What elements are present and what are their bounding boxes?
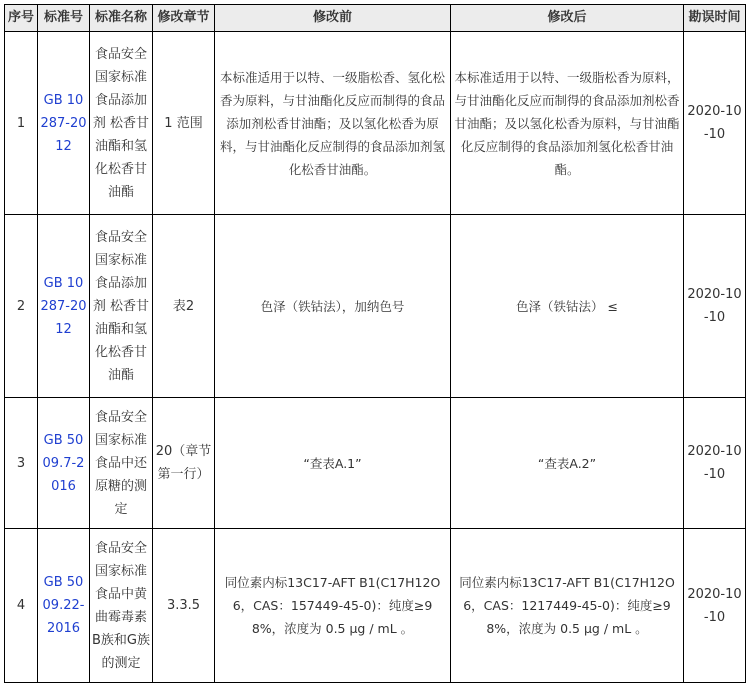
standard-name: 食品安全国家标准 食品中还原糖的测定 <box>90 398 153 529</box>
after-text: 色泽（铁钴法） ≤ <box>451 215 684 398</box>
header-no: 序号 <box>5 5 38 32</box>
errata-date: 2020-10-10 <box>684 215 746 398</box>
errata-date: 2020-10-10 <box>684 32 746 215</box>
before-text: 同位素内标13C17-AFT B1(C17H12O6，CAS：157449-45-0)：纯度≥98%，浓度为 0.5 μg / mL 。 <box>215 529 451 683</box>
standard-link[interactable]: GB 10287-2012 <box>40 275 87 337</box>
header-after: 修改后 <box>451 5 684 32</box>
before-text: 色泽（铁钴法），加纳色号 <box>215 215 451 398</box>
standard-name: 食品安全国家标准 食品添加剂 松香甘油酯和氢化松香甘油酯 <box>90 215 153 398</box>
header-row <box>5 5 746 32</box>
table-row <box>5 529 746 683</box>
table-row <box>5 32 746 215</box>
before-text: “查表A.1” <box>215 398 451 529</box>
standard-cell <box>38 529 90 683</box>
header-section: 修改章节 <box>153 5 215 32</box>
errata-table <box>4 4 746 683</box>
standard-cell <box>38 215 90 398</box>
before-text: 本标准适用于以特、一级脂松香、氢化松香为原料，与甘油酯化反应而制得的食品添加剂松香甘油酯；及以氢化松香为原料，与甘油酯化反应制得的食品添加剂氢化松香甘油酯。 <box>215 32 451 215</box>
after-text: 本标准适用于以特、一级脂松香为原料，与甘油酯化反应而制得的食品添加剂松香甘油酯；及以氢化松香为原料，与甘油酯化反应制得的食品添加剂氢化松香甘油酯。 <box>451 32 684 215</box>
header-before: 修改前 <box>215 5 451 32</box>
standard-name: 食品安全国家标准 食品添加剂 松香甘油酯和氢化松香甘油酯 <box>90 32 153 215</box>
standard-link[interactable]: GB 10287-2012 <box>40 92 87 154</box>
standard-link[interactable]: GB 5009.22-2016 <box>42 575 85 636</box>
after-text: 同位素内标13C17-AFT B1(C17H12O6，CAS：1217449-45-0)：纯度≥98%，浓度为 0.5 μg / mL 。 <box>451 529 684 683</box>
standard-cell <box>38 398 90 529</box>
standard-name: 食品安全国家标准 食品中黄曲霉毒素B族和G族的测定 <box>90 529 153 683</box>
standard-cell <box>38 32 90 215</box>
table-row <box>5 215 746 398</box>
errata-date: 2020-10-10 <box>684 529 746 683</box>
section-cell: 20（章节第一行） <box>153 398 215 529</box>
section-cell: 3.3.5 <box>153 529 215 683</box>
row-number: 1 <box>5 32 38 215</box>
header-date: 勘误时间 <box>684 5 746 32</box>
table-row <box>5 398 746 529</box>
header-standard: 标准号 <box>38 5 90 32</box>
after-text: “查表A.2” <box>451 398 684 529</box>
row-number: 2 <box>5 215 38 398</box>
errata-date: 2020-10-10 <box>684 398 746 529</box>
row-number: 4 <box>5 529 38 683</box>
header-name: 标准名称 <box>90 5 153 32</box>
row-number: 3 <box>5 398 38 529</box>
section-cell: 1 范围 <box>153 32 215 215</box>
section-cell: 表2 <box>153 215 215 398</box>
standard-link[interactable]: GB 5009.7-2016 <box>42 432 85 494</box>
